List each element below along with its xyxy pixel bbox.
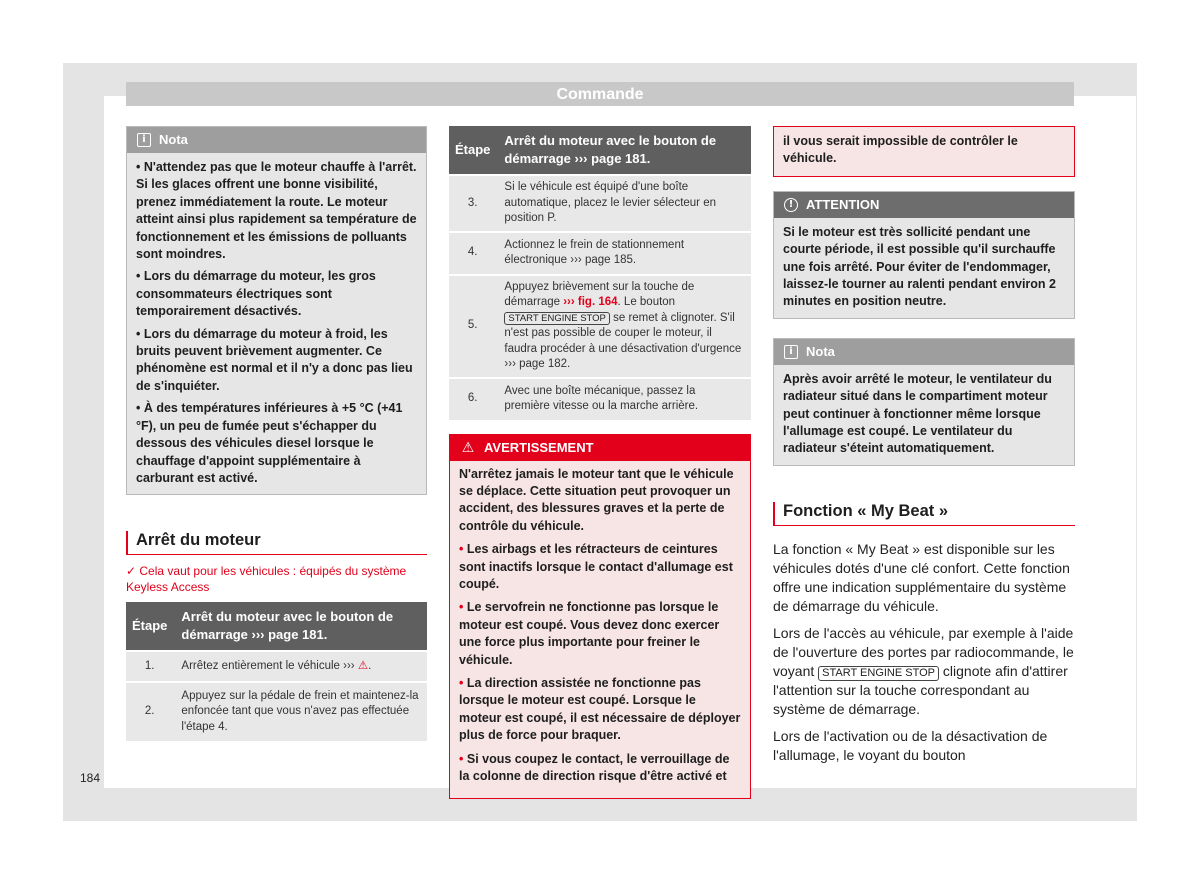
warning-box-continued [773, 126, 1075, 177]
paragraph-text: Lors de l'accès au véhicule, par exemple à l'aide de l'ouverture des portes par radiocommande, le voyant [773, 624, 1074, 679]
note-item: • N'attendez pas que le moteur chauffe à l'arrêt. Si les glaces offrent une bonne visibilité, prenez immédiatement la route. Le moteur atteint ainsi plus rapidement sa température de fonctionnement et les émissions de polluants sont moindres. [136, 160, 417, 262]
paragraph: La fonction « My Beat » est disponible sur les véhicules dotés d'une clé confort. Cette fonction offre une indication supplémentaire du système de démarrage du véhicule. [773, 540, 1070, 614]
steps-table [126, 602, 427, 741]
note-item: • À des températures inférieures à +5 °C (+41 °F), un peu de fumée peut s'échapper du dessous des véhicules diesel lorsque le chauffage d'appoint supplémentaire à carburant est activé. [136, 401, 403, 485]
warning-item-text: Les airbags et les rétracteurs de ceintures sont inactifs lorsque le contact d'allumage est coupé. [459, 542, 733, 591]
step-number: 1. [126, 651, 173, 682]
warning-box [449, 434, 751, 800]
table-row [126, 682, 427, 742]
warning-body [450, 461, 750, 799]
step-text: Actionnez le frein de stationnement électronique ››› page 185. [496, 232, 751, 275]
table-header-step: Étape [126, 602, 173, 651]
warning-item [459, 675, 741, 745]
attention-label: ATTENTION [806, 196, 880, 212]
note-label: Nota [806, 343, 835, 359]
step-number: 6. [449, 378, 496, 420]
table-header-step: Étape [449, 126, 496, 175]
column-middle [449, 126, 751, 799]
step-text: Si le véhicule est équipé d'une boîte automatique, placez le levier sélecteur en position P. [496, 175, 751, 232]
start-engine-stop-badge: START ENGINE STOP [818, 666, 939, 681]
table-row [449, 232, 751, 275]
warning-triangle-icon: ⚠ [461, 439, 475, 456]
column-right [773, 126, 1075, 773]
warning-triangle-icon: ⚠ [357, 658, 369, 673]
step-text: Appuyez sur la pédale de frein et maintenez-la enfoncée tant que vous n'avez pas effectuée l'étape 4. [173, 682, 427, 742]
note-item: • Lors du démarrage du moteur à froid, les bruits peuvent brièvement augmenter. Ce phénomène est normal et il n'y a donc pas lieu de s'inquiéter. [136, 326, 413, 393]
step-number: 3. [449, 175, 496, 232]
step-text [496, 275, 751, 378]
column-left [126, 126, 427, 741]
step-text: Avec une boîte mécanique, passez la première vitesse ou la marche arrière. [496, 378, 751, 420]
attention-header [774, 192, 1074, 218]
step-text-a: Appuyez brièvement sur la touche de démarrage [504, 280, 695, 308]
warning-item [459, 599, 741, 669]
note-box-2 [773, 338, 1075, 466]
warning-item-text: Si vous coupez le contact, le verrouillage de la colonne de direction risque d'être activé et [459, 751, 730, 783]
warning-item [459, 751, 741, 786]
page-number: 184 [80, 771, 101, 785]
applies-note: ✓ Cela vaut pour les véhicules : équipés du système Keyless Access [126, 564, 407, 595]
section-my-beat [773, 502, 1075, 765]
attention-body: Si le moteur est très sollicité pendant une courte période, il est possible qu'il surchauffe une fois arrêté. Pour éviter de l'endommager, laissez-le tourner au ralenti pendant environ 2 minutes en position neutre. [783, 224, 1056, 309]
section-stop-engine [126, 531, 427, 741]
note-body [127, 153, 426, 494]
step-text-c: se remet à clignoter. S'il n'est pas possible de couper le moteur, il faudra procéder à une désactivation d'urgence ››› page 182. [504, 311, 742, 370]
table-header-row [449, 126, 751, 175]
paragraph-text: clignote afin d'attirer l'attention sur la touche correspondant au système de démarrage. [773, 662, 1068, 717]
step-number: 4. [449, 232, 496, 275]
steps-table-continued [449, 126, 751, 420]
warning-item [459, 541, 741, 593]
bullet: • [459, 542, 467, 557]
note-header [774, 339, 1074, 365]
warning-header [450, 435, 750, 461]
bullet: • [459, 600, 467, 615]
chapter-header: Commande [126, 82, 1074, 106]
info-icon: i [137, 133, 151, 147]
section-body [773, 540, 1075, 765]
exclamation-circle-icon: ! [784, 198, 798, 212]
note-header [127, 127, 426, 153]
step-text [173, 651, 427, 682]
step-number: 5. [449, 275, 496, 378]
warning-item-text: La direction assistée ne fonctionne pas lorsque le moteur est coupé. Lorsque le moteur est coupé, il est nécessaire de déployer plus de force pour braquer. [459, 675, 741, 743]
paragraph [773, 624, 1075, 719]
note-box [126, 126, 427, 495]
info-icon: i [784, 345, 798, 359]
table-row [449, 378, 751, 420]
warning-intro: N'arrêtez jamais le moteur tant que le véhicule se déplace. Cette situation peut provoquer un accident, des blessures graves et la perte de contrôle du véhicule. [459, 466, 734, 533]
table-row [449, 175, 751, 232]
table-row [126, 651, 427, 682]
note-body: Après avoir arrêté le moteur, le ventilateur du radiateur situé dans le compartiment moteur peut continuer à fonctionner même lorsque l'allumage est coupé. Le ventilateur du radiateur s'éteint automatiquement. [783, 371, 1052, 456]
warning-label: AVERTISSEMENT [484, 439, 594, 455]
start-engine-stop-badge: START ENGINE STOP [504, 312, 610, 325]
table-header-title: Arrêt du moteur avec le bouton de démarrage ››› page 181. [173, 602, 427, 651]
step-number: 2. [126, 682, 173, 742]
step-text-b: . Le bouton [617, 296, 676, 308]
warning-continued-text: il vous serait impossible de contrôler le véhicule. [783, 134, 1018, 166]
section-title: Fonction « My Beat » [773, 502, 1075, 526]
figure-reference: ››› fig. 164 [563, 296, 618, 308]
step-text-end: . [368, 660, 372, 673]
step-text-main: Arrêtez entièrement le véhicule ››› [181, 660, 355, 673]
note-label: Nota [159, 132, 188, 147]
attention-box [773, 191, 1075, 319]
table-header-title: Arrêt du moteur avec le bouton de démarrage ››› page 181. [496, 126, 751, 175]
warning-item-text: Le servofrein ne fonctionne pas lorsque le moteur est coupé. Vous devez donc exercer une force plus importante pour freiner le véhicule. [459, 600, 720, 667]
paragraph: Lors de l'activation ou de la désactivation de l'allumage, le voyant du bouton [773, 727, 1048, 763]
bullet: • [459, 675, 467, 690]
bullet: • [459, 751, 467, 766]
section-title: Arrêt du moteur [126, 531, 427, 555]
table-header-row [126, 602, 427, 651]
note-item: • Lors du démarrage du moteur, les gros consommateurs électriques sont temporairement désactivés. [136, 269, 376, 319]
table-row [449, 275, 751, 378]
